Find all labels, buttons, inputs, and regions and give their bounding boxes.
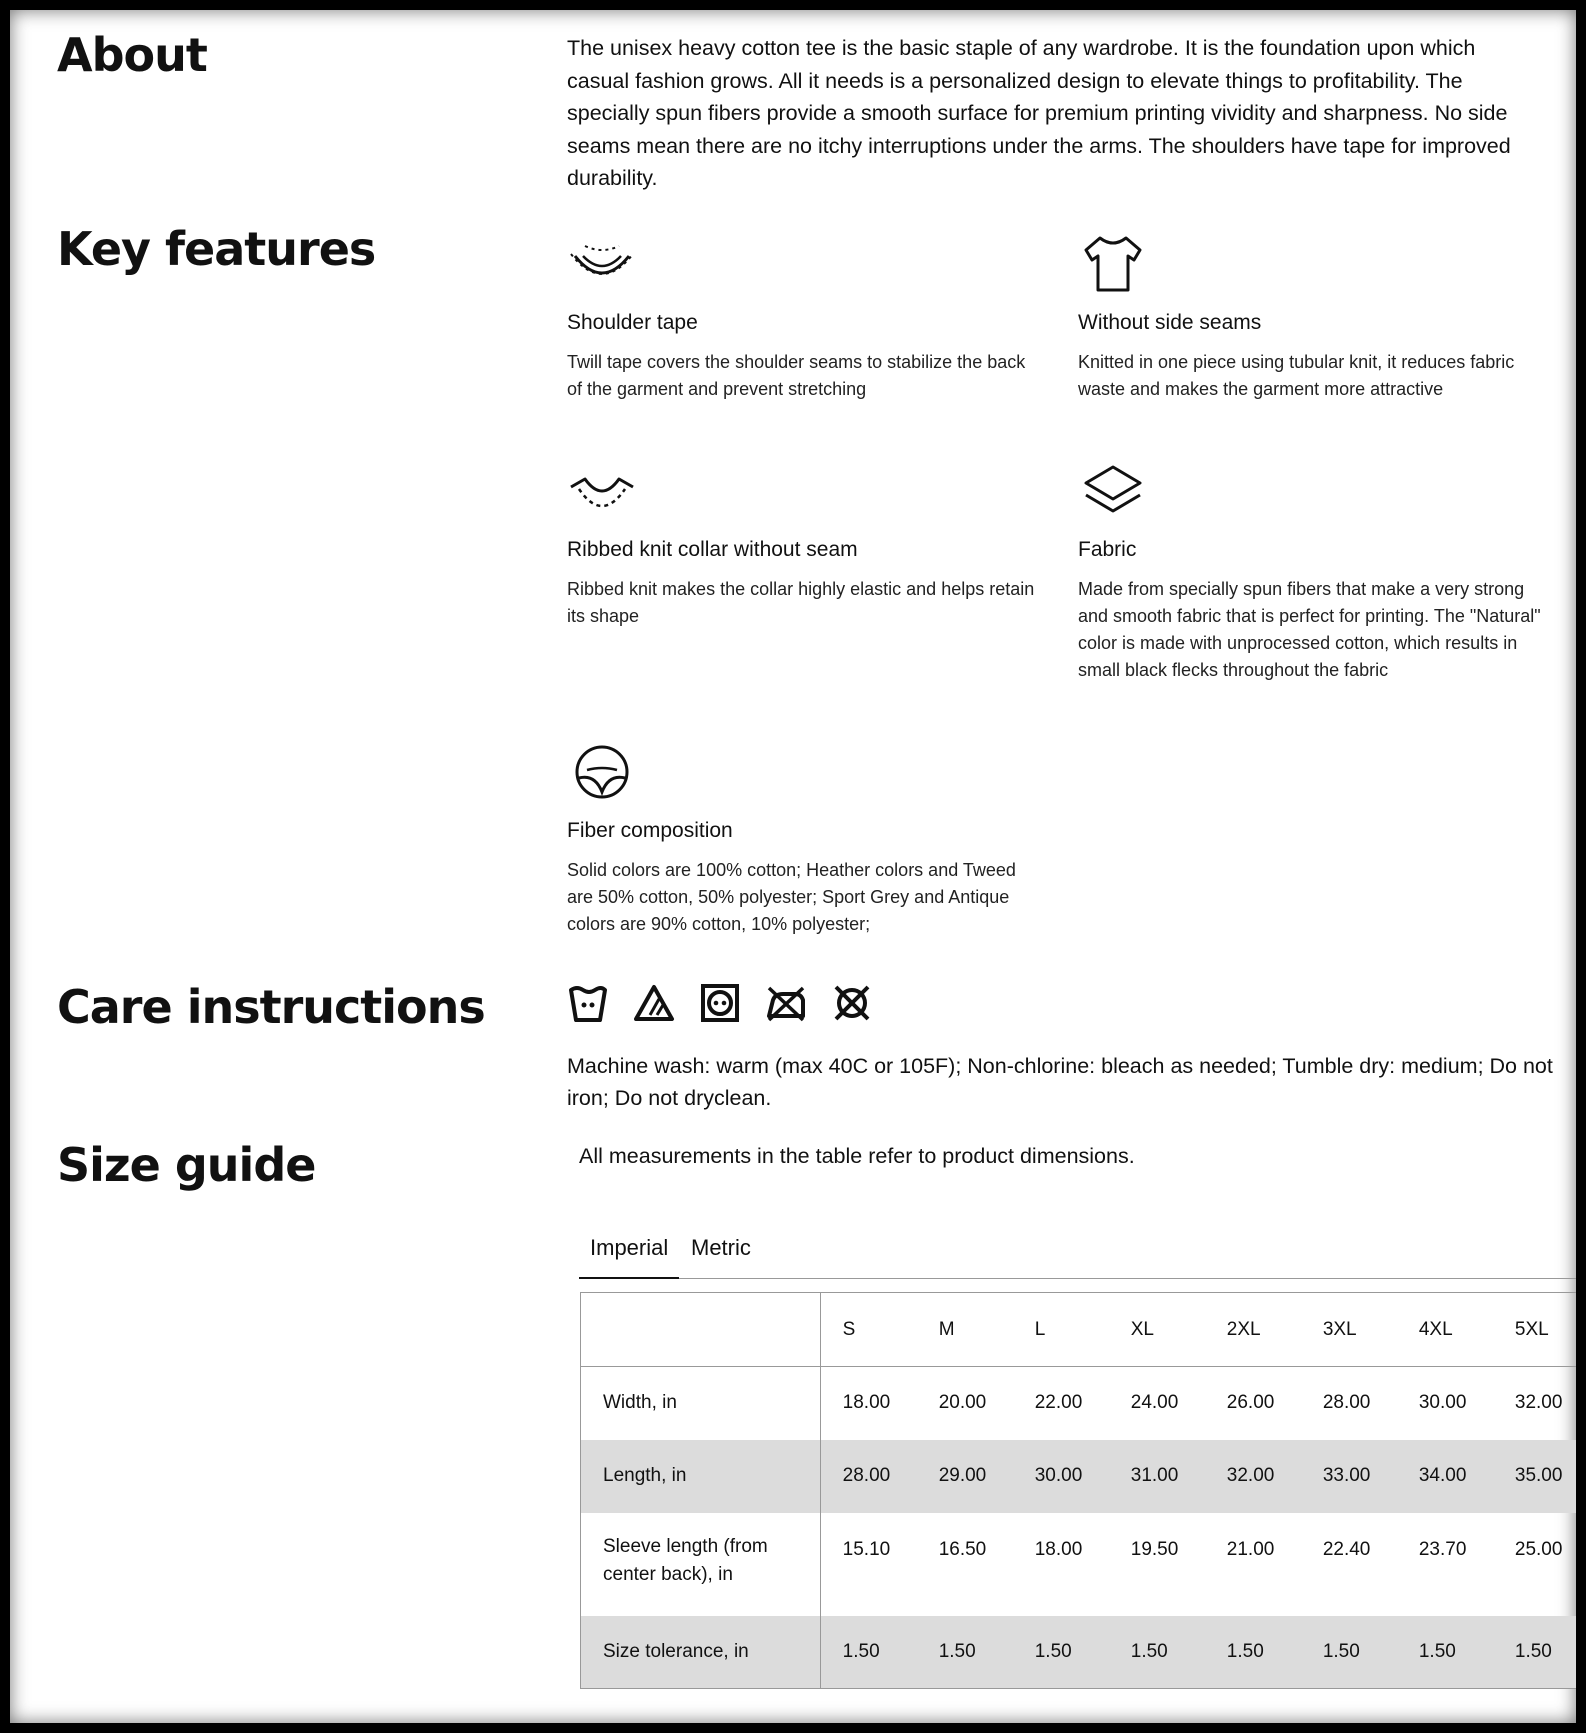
table-cell: 34.00 <box>1418 1465 1467 1486</box>
table-cell: 1.50 <box>1418 1640 1456 1662</box>
feature-title: Ribbed knit collar without seam <box>567 538 858 561</box>
table-cell: 1.50 <box>1322 1640 1360 1662</box>
wash-warm-icon <box>567 982 609 1024</box>
table-cell: 30.00 <box>1034 1465 1083 1486</box>
t-shirt-icon <box>1078 232 1148 294</box>
feature-title: Fabric <box>1078 538 1137 561</box>
table-row <box>581 1513 1577 1616</box>
table-cell: 18.00 <box>842 1392 891 1414</box>
row-label: Size tolerance, in <box>581 1616 821 1689</box>
tab-imperial[interactable]: Imperial <box>579 1235 679 1279</box>
fiber-icon <box>567 740 637 802</box>
feature-without-side-seams <box>1078 232 1548 403</box>
size-header: 3XL <box>1301 1293 1397 1367</box>
feature-fabric <box>1078 459 1548 684</box>
feature-text: Made from specially spun fibers that make a very strong and smooth fabric that is perfect for printing. The "Natural" color is made with unprocessed cotton, which results in small black flecks throughout the fabric <box>1078 579 1541 680</box>
care-icons <box>567 982 873 1024</box>
table-cell: 35.00 <box>1514 1465 1563 1486</box>
about-text: The unisex heavy cotton tee is the basic staple of any wardrobe. It is the foundation upon which casual fashion grows. All it needs is a personalized design to elevate things to profitability. The specially spun fibers provide a smooth surface for premium printing vividity and sharpness. No side seams mean there are no itchy interruptions under the arms. The shoulders have tape for improved durability. <box>567 36 1511 190</box>
table-cell: 1.50 <box>1514 1640 1552 1662</box>
tumble-dry-medium-icon <box>699 982 741 1024</box>
size-note: All measurements in the table refer to product dimensions. <box>579 1144 1135 1168</box>
table-cell: 1.50 <box>1034 1640 1072 1662</box>
table-cell: 20.00 <box>938 1392 987 1414</box>
table-row <box>581 1616 1577 1689</box>
table-cell: 16.50 <box>938 1538 987 1560</box>
table-cell: 33.00 <box>1322 1465 1371 1486</box>
table-cell: 28.00 <box>842 1465 891 1486</box>
row-label: Sleeve length (from center back), in <box>581 1513 821 1616</box>
table-cell: 1.50 <box>1226 1640 1264 1662</box>
table-cell: 1.50 <box>842 1640 880 1662</box>
page-frame <box>10 10 1576 1723</box>
feature-title: Shoulder tape <box>567 311 698 334</box>
size-header: 5XL <box>1493 1293 1576 1367</box>
table-cell: 30.00 <box>1418 1392 1467 1414</box>
table-corner-cell <box>581 1293 821 1367</box>
about-title: About <box>57 28 207 82</box>
key-features-title: Key features <box>57 222 376 276</box>
care-title: Care instructions <box>57 980 485 1034</box>
do-not-dryclean-icon <box>831 982 873 1024</box>
table-cell: 28.00 <box>1322 1392 1371 1414</box>
table-header-row <box>581 1293 1577 1367</box>
table-cell: 22.00 <box>1034 1392 1083 1414</box>
size-table <box>580 1292 1576 1689</box>
size-header: 2XL <box>1205 1293 1301 1367</box>
row-label: Length, in <box>581 1440 821 1513</box>
size-header: M <box>917 1293 1013 1367</box>
row-label: Width, in <box>581 1367 821 1440</box>
table-cell: 1.50 <box>938 1640 976 1662</box>
table-cell: 32.00 <box>1226 1465 1275 1486</box>
feature-text: Ribbed knit makes the collar highly elastic and helps retain its shape <box>567 579 1035 626</box>
table-cell: 1.50 <box>1130 1640 1168 1662</box>
size-header: XL <box>1109 1293 1205 1367</box>
table-cell: 22.40 <box>1322 1538 1371 1560</box>
table-cell: 23.70 <box>1418 1538 1467 1560</box>
table-cell: 25.00 <box>1514 1538 1563 1560</box>
shoulder-tape-icon <box>567 232 637 294</box>
table-cell: 31.00 <box>1130 1465 1179 1486</box>
table-row <box>581 1367 1577 1440</box>
size-header: 4XL <box>1397 1293 1493 1367</box>
table-row <box>581 1440 1577 1513</box>
table-cell: 15.10 <box>842 1538 891 1560</box>
feature-text: Knitted in one piece using tubular knit, it reduces fabric waste and makes the garment more attractive <box>1078 352 1515 399</box>
table-cell: 24.00 <box>1130 1392 1179 1414</box>
feature-title: Without side seams <box>1078 311 1262 334</box>
size-header: S <box>820 1293 917 1367</box>
feature-fiber-composition <box>567 740 1037 938</box>
size-header: L <box>1013 1293 1109 1367</box>
do-not-iron-icon <box>765 982 807 1024</box>
layers-icon <box>1078 459 1148 521</box>
feature-ribbed-collar <box>567 459 1037 630</box>
table-cell: 21.00 <box>1226 1538 1275 1560</box>
feature-text: Solid colors are 100% cotton; Heather colors and Tweed are 50% cotton, 50% polyester; Sport Grey and Antique colors are 90% cotton, 10% polyester; <box>567 860 1016 934</box>
tab-metric[interactable]: Metric <box>691 1235 751 1260</box>
size-guide-title: Size guide <box>57 1138 316 1192</box>
table-cell: 19.50 <box>1130 1538 1179 1560</box>
feature-title: Fiber composition <box>567 819 733 842</box>
table-cell: 18.00 <box>1034 1538 1083 1560</box>
table-cell: 32.00 <box>1514 1392 1563 1414</box>
collar-icon <box>567 459 637 521</box>
care-text: Machine wash: warm (max 40C or 105F); Non-chlorine: bleach as needed; Tumble dry: medium; Do not iron; Do not dryclean. <box>567 1054 1553 1110</box>
table-cell: 29.00 <box>938 1465 987 1486</box>
table-cell: 26.00 <box>1226 1392 1275 1414</box>
non-chlorine-bleach-icon <box>633 982 675 1024</box>
feature-text: Twill tape covers the shoulder seams to stabilize the back of the garment and prevent stretching <box>567 352 1026 399</box>
unit-tabs <box>579 1225 1576 1279</box>
feature-shoulder-tape <box>567 232 1037 403</box>
